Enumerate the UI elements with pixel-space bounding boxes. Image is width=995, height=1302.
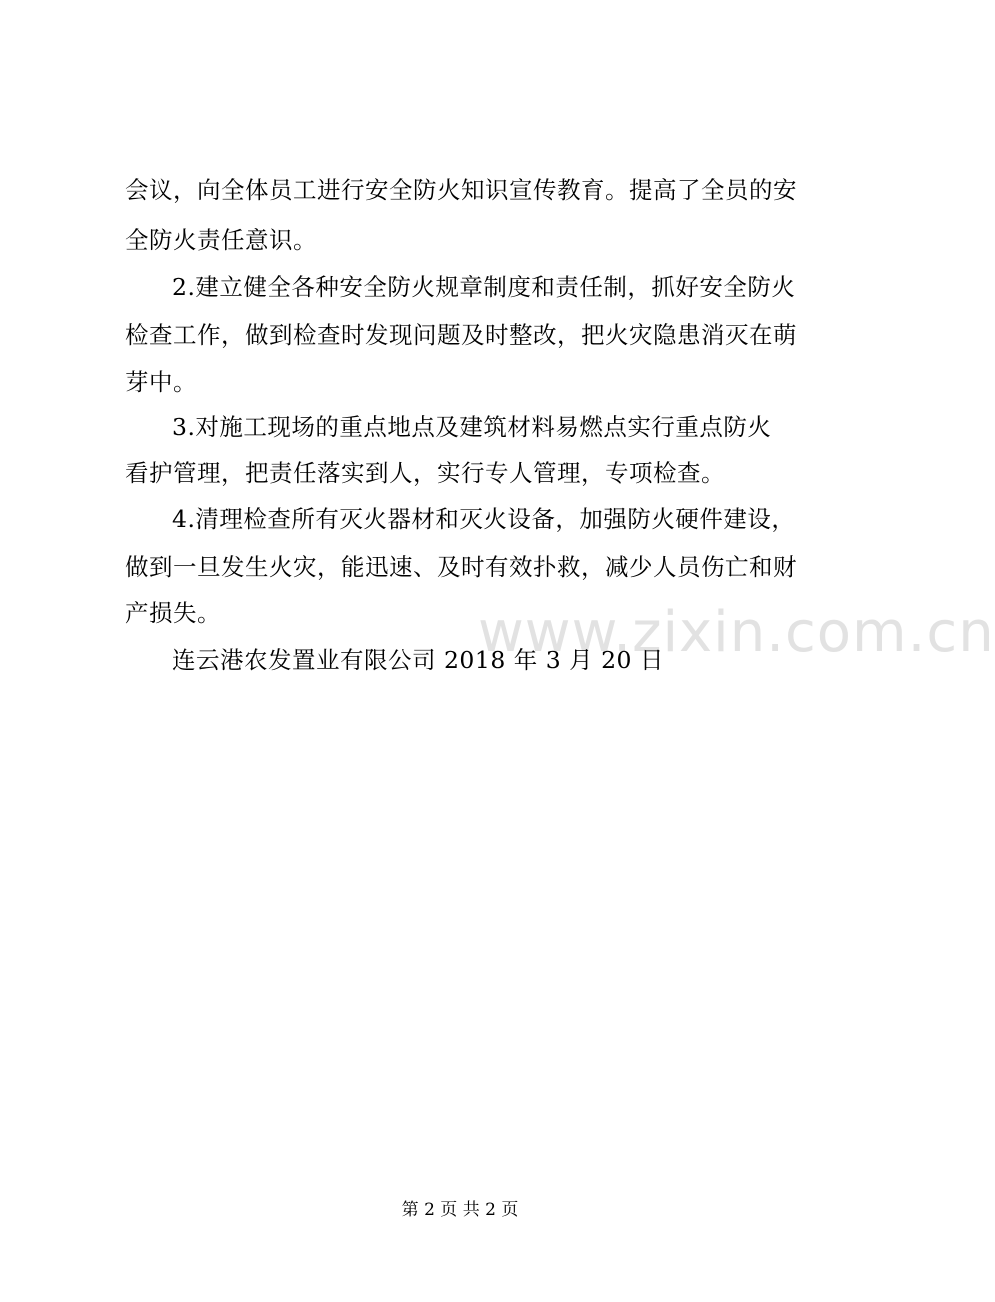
body-line-10: 产损失。 (125, 599, 221, 627)
body-line-6: 3.对施工现场的重点地点及建筑材料易燃点实行重点防火 (172, 413, 772, 441)
signature-date-line: 连云港农发置业有限公司 2018 年 3 月 20 日 (172, 646, 664, 674)
body-line-8: 4.清理检查所有灭火器材和灭火设备，加强防火硬件建设， (172, 505, 796, 533)
body-line-5: 芽中。 (125, 368, 197, 396)
page-indicator: 第 2 页 共 2 页 (401, 1200, 519, 1220)
body-line-1: 会议，向全体员工进行安全防火知识宣传教育。提高了全员的安 (125, 176, 797, 204)
body-line-3: 2.建立健全各种安全防火规章制度和责任制，抓好安全防火 (172, 273, 796, 301)
body-line-2: 全防火责任意识。 (125, 226, 317, 254)
body-line-7: 看护管理，把责任落实到人，实行专人管理，专项检查。 (125, 459, 725, 487)
watermark: www.zixin.com.cn (478, 600, 995, 665)
body-line-9: 做到一旦发生火灾，能迅速、及时有效扑救，减少人员伤亡和财 (125, 553, 797, 581)
body-line-4: 检查工作，做到检查时发现问题及时整改，把火灾隐患消灭在萌 (125, 321, 797, 349)
